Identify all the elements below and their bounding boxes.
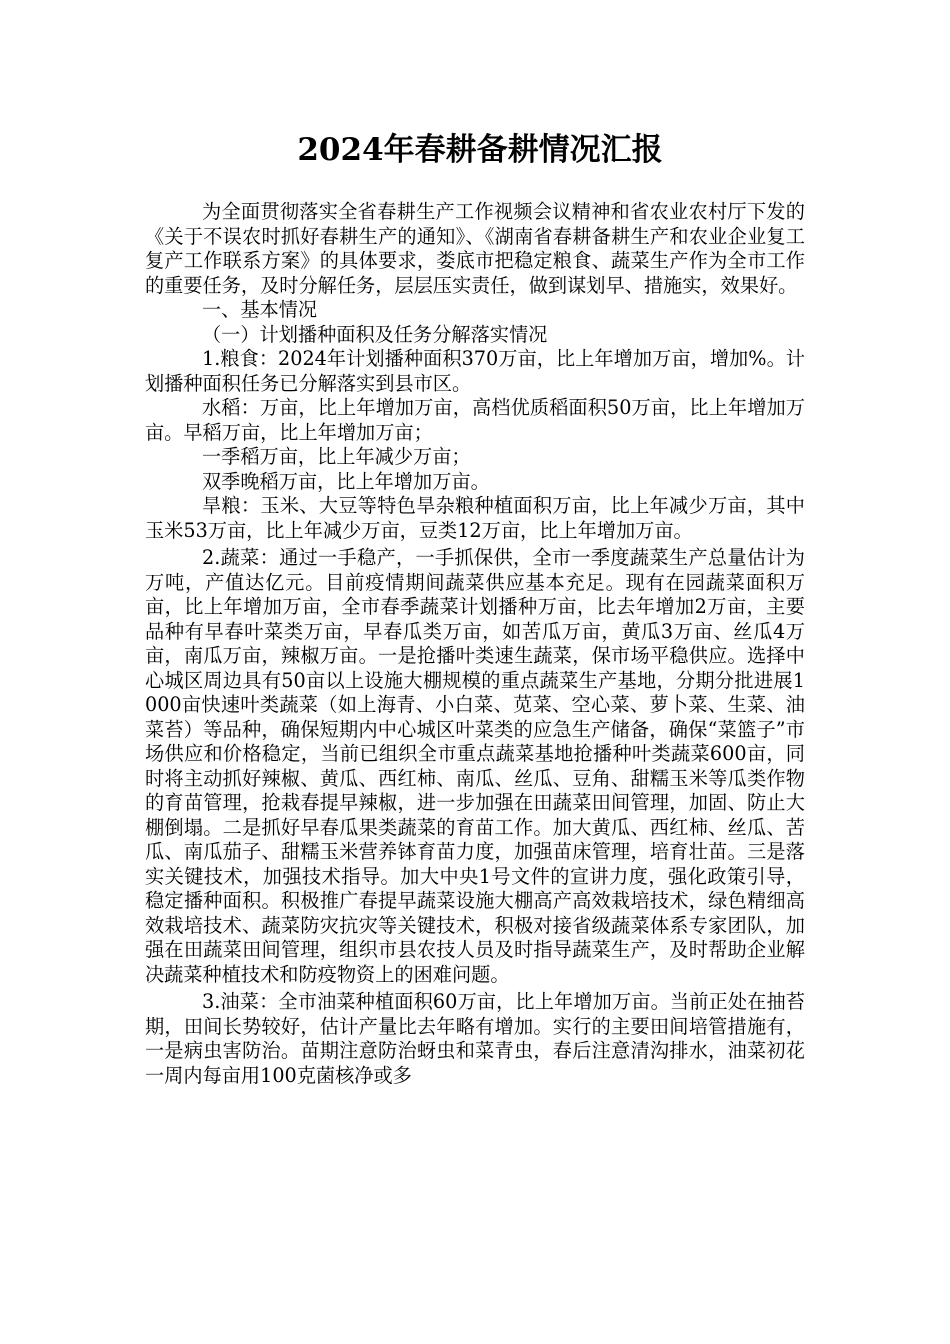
paragraph-rice: 水稻：万亩，比上年增加万亩，高档优质稻面积50万亩，比上年增加万亩。早稻万亩，比上年增加万亩；: [145, 396, 805, 444]
document-title: 2024年春耕备耕情况汇报: [297, 132, 663, 168]
paragraph-rapeseed: 3.油菜：全市油菜种植面积60万亩，比上年增加万亩。当前正处在抽苔期，田间长势较好，估计产量比去年略有增加。实行的主要田间培管措施有，一是病虫害防治。苗期注意防治蚜虫和菜青虫，春后注意清沟排水，油菜初花一周内每亩用100克菌核净或多: [145, 990, 805, 1087]
document-page: [145, 128, 805, 1088]
section-heading-basic: 一、基本情况: [202, 298, 318, 321]
paragraph-grain: 1.粮食：2024年计划播种面积370万亩，比上年增加万亩，增加%。计划播种面积任务已分解落实到县市区。: [145, 347, 805, 395]
paragraph-dry-grain: 旱粮：玉米、大豆等特色旱杂粮种植面积万亩，比上年减少万亩，其中玉米53万亩，比上年减少万亩，豆类12万亩，比上年增加万亩。: [145, 494, 805, 542]
paragraph-late-rice: 双季晚稻万亩，比上年增加万亩。: [202, 469, 490, 493]
subsection-heading-plan: （一）计划播种面积及任务分解落实情况: [202, 322, 548, 346]
paragraph-vegetables: 2.蔬菜：通过一手稳产，一手抓保供，全市一季度蔬菜生产总量估计为万吨，产值达亿元。目前疫情期间蔬菜供应基本充足。现有在园蔬菜面积万亩，比上年增加万亩，全市春季蔬菜计划播种万亩，比去年增加2万亩，主要品种有早春叶菜类万亩，早春瓜类万亩，如苦瓜万亩，黄瓜3万亩、丝瓜4万亩，南瓜万亩，辣椒万亩。一是抢播叶类速生蔬菜，保市场平稳供应。选择中心城区周边具有50亩以上设施大棚规模的重点蔬菜生产基地，分期分批进展1000亩快速叶类蔬菜（如上海青、小白菜、苋菜、空心菜、萝卜菜、生菜、油菜苔）等品种，确保短期内中心城区叶菜类的应急生产储备，确保“菜篮子”市场供应和价格稳定，当前已组织全市重点蔬菜基地抢播种叶类蔬菜600亩，同时将主动抓好辣椒、黄瓜、西红柿、南瓜、丝瓜、豆角、甜糯玉米等瓜类作物的育苗管理，抢栽春提早辣椒，进一步加强在田蔬菜田间管理，加固、防止大棚倒塌。二是抓好早春瓜果类蔬菜的育苗工作。加大黄瓜、西红柿、丝瓜、苦瓜、南瓜茄子、甜糯玉米营养钵育苗力度，加强苗床管理，培育壮苗。三是落实关键技术，加强技术指导。加大中央1号文件的宣讲力度，强化政策引导，稳定播种面积。积极推广春提早蔬菜设施大棚高产高效栽培技术，绿色精细高效栽培技术、蔬菜防灾抗灾等关键技术，积极对接省级蔬菜体系专家团队，加强在田蔬菜田间管理，组织市县农技人员及时指导蔬菜生产，及时帮助企业解决蔬菜种植技术和防疫物资上的困难问题。: [145, 546, 805, 986]
paragraph-single-rice: 一季稻万亩，比上年减少万亩；: [202, 445, 471, 468]
intro-paragraph: 为全面贯彻落实全省春耕生产工作视频会议精神和省农业农村厅下发的《关于不误农时抓好春耕生产的通知》、《湖南省春耕备耕生产和农业企业复工复产工作联系方案》的具体要求，娄底市把稳定粮食、蔬菜生产作为全市工作的重要任务，及时分解任务，层层压实责任，做到谋划早、措施实，效果好。: [145, 200, 805, 297]
